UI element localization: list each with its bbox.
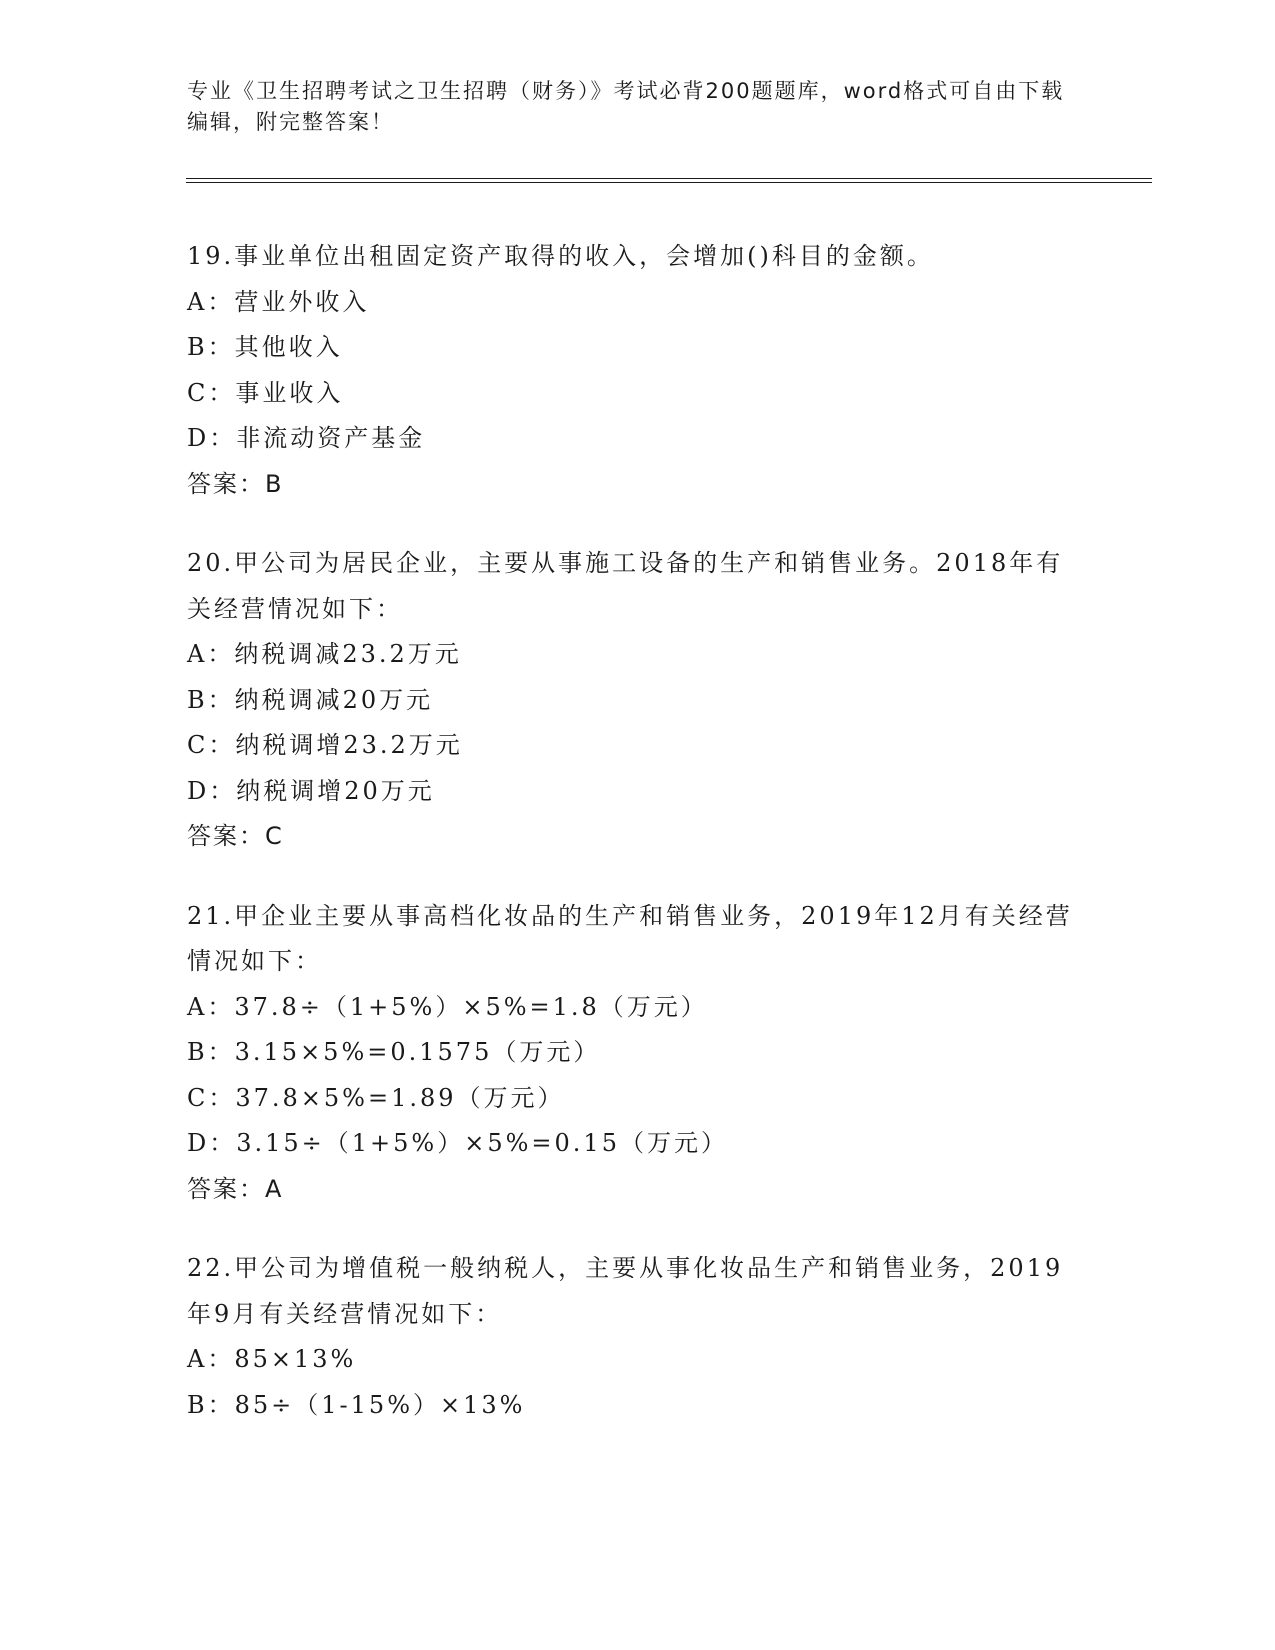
question-stem: 21.甲企业主要从事高档化妆品的生产和销售业务，2019年12月有关经营情况如下： (187, 901, 1073, 975)
question-list (187, 234, 1087, 1462)
question-22 (187, 1246, 1087, 1428)
question-21 (187, 894, 1087, 1213)
option-a: A：营业外收入 (187, 287, 370, 316)
option-b: B：其他收入 (187, 333, 343, 361)
question-stem: 19.事业单位出租固定资产取得的收入，会增加()科目的金额。 (187, 242, 934, 270)
option-b: B：3.15×5%=0.1575（万元） (187, 1038, 601, 1066)
option-d: D：非流动资产基金 (187, 424, 426, 452)
document-header: 专业《卫生招聘考试之卫生招聘（财务）》考试必背200题题库，word格式可自由下载编辑，附完整答案！ (187, 79, 1065, 134)
option-d: D：纳税调增20万元 (187, 776, 435, 805)
option-c: C：纳税调增23.2万元 (187, 731, 463, 759)
answer-line: 答案：B (187, 469, 284, 498)
question-20 (187, 541, 1087, 860)
question-stem: 22.甲公司为增值税一般纳税人，主要从事化妆品生产和销售业务，2019年9月有关经营情况如下： (187, 1254, 1064, 1328)
answer-line: 答案：A (187, 1174, 284, 1203)
option-c: C：事业收入 (187, 378, 344, 407)
option-a: A：纳税调减23.2万元 (187, 640, 462, 668)
question-stem: 20.甲公司为居民企业，主要从事施工设备的生产和销售业务。2018年有关经营情况如下： (187, 549, 1064, 623)
option-b: B：85÷（1-15%）×13% (187, 1390, 526, 1419)
header-divider-bottom (186, 182, 1152, 183)
option-a: A：37.8÷（1+5%）×5%=1.8（万元） (187, 992, 708, 1021)
option-b: B：纳税调减20万元 (187, 685, 434, 714)
option-d: D：3.15÷（1+5%）×5%=0.15（万元） (187, 1129, 728, 1157)
question-19 (187, 234, 1087, 507)
header-divider-top (186, 178, 1152, 179)
answer-line: 答案：C (187, 822, 284, 850)
option-a: A：85×13% (187, 1345, 357, 1373)
option-c: C：37.8×5%=1.89（万元） (187, 1083, 565, 1112)
